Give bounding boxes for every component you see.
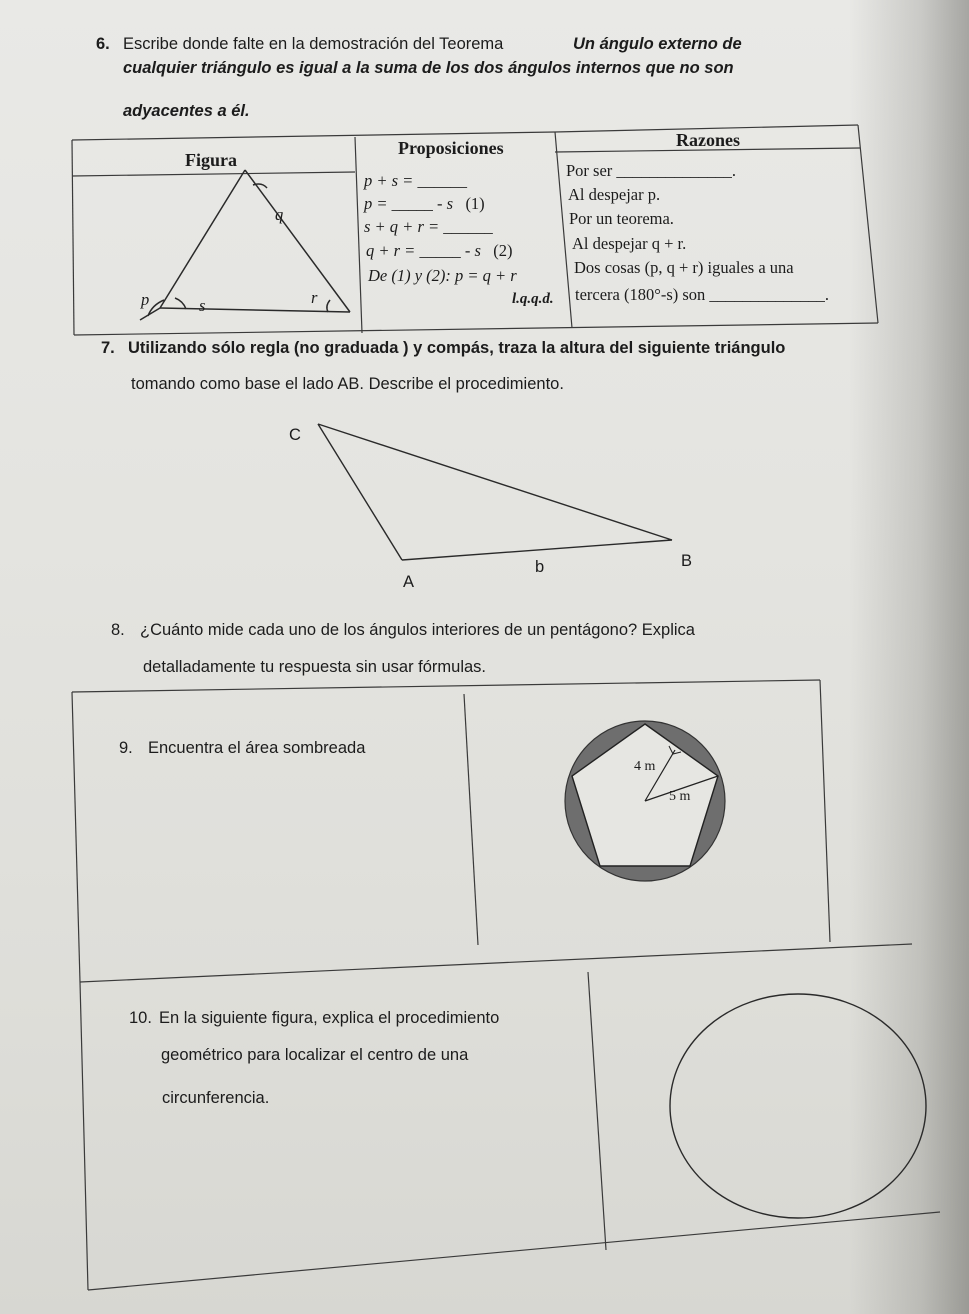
q7-line2: tomando como base el lado AB. Describe el procedimiento.	[131, 375, 564, 393]
q10-number: 10.	[129, 1009, 152, 1027]
razon-row-5: Dos cosas (p, q + r) iguales a una	[574, 258, 794, 277]
q6-intro: Escribe donde falte en la demostración del Teorema	[123, 35, 504, 53]
q10-line2: geométrico para localizar el centro de una	[161, 1046, 469, 1064]
q6-theorem-line1: Un ángulo externo de	[573, 35, 742, 53]
figure-label-p: p	[141, 290, 150, 309]
figure-label-r: r	[311, 288, 318, 307]
q10-line3: circunferencia.	[162, 1089, 270, 1107]
q6-number: 6.	[96, 35, 110, 53]
prop-row-2: p = _____ - s (1)	[364, 194, 485, 213]
q8-line1: ¿Cuánto mide cada uno de los ángulos interiores de un pentágono? Explica	[140, 621, 695, 639]
prop-row-4: q + r = _____ - s (2)	[366, 241, 513, 260]
q7-label-b-vertex: B	[681, 552, 693, 570]
prop-row-1: p + s = ______	[364, 171, 467, 190]
q7-triangle	[0, 400, 969, 600]
figure-label-s: s	[199, 296, 206, 315]
q7-line1: Utilizando sólo regla (no graduada ) y compás, traza la altura del siguiente triángulo	[128, 339, 786, 357]
q9-text: Encuentra el área sombreada	[148, 739, 366, 757]
q9-label-side: 4 m	[634, 759, 656, 774]
blank[interactable]: _____	[391, 194, 433, 213]
q6-theorem-line3: adyacentes a él.	[123, 102, 250, 120]
q8-number: 8.	[111, 621, 125, 639]
razon-row-3: Por un teorema.	[569, 209, 674, 228]
q9-label-apothem: 5 m	[669, 789, 691, 804]
q10-circle-figure	[650, 990, 950, 1230]
blank[interactable]: _____	[419, 241, 461, 260]
q8-line2: detalladamente tu respuesta sin usar fórmulas.	[143, 658, 487, 676]
razon-row-4: Al despejar q + r.	[572, 234, 687, 253]
blank[interactable]: ______________	[709, 285, 825, 304]
proposiciones-header: Proposiciones	[398, 138, 504, 158]
q7-number: 7.	[101, 339, 115, 357]
figure-label-q: q	[275, 205, 284, 224]
blank[interactable]: ______	[443, 217, 493, 236]
blank[interactable]: ______________	[616, 161, 732, 180]
razon-row-1: Por ser ______________.	[566, 161, 737, 180]
figura-header: Figura	[185, 150, 237, 170]
q9-number: 9.	[119, 739, 133, 757]
prop-row-6: l.q.q.d.	[512, 291, 554, 307]
prop-row-5: De (1) y (2): p = q + r	[368, 266, 517, 285]
q6-theorem-line2: cualquier triángulo es igual a la suma de los dos ángulos internos que no son	[123, 59, 734, 77]
q9-pentagon-figure	[560, 716, 730, 886]
q10-circle	[670, 994, 926, 1218]
razon-row-2: Al despejar p.	[568, 185, 661, 204]
q7-label-c: C	[289, 426, 301, 444]
razones-header: Razones	[676, 130, 740, 150]
q10-line1: En la siguiente figura, explica el procedimiento	[159, 1009, 500, 1027]
prop-row-3: s + q + r = ______	[364, 217, 493, 236]
q7-label-a: A	[403, 573, 415, 591]
blank[interactable]: ______	[417, 171, 467, 190]
q7-label-b-side: b	[535, 558, 545, 576]
razon-row-6: tercera (180°-s) son ______________.	[575, 285, 830, 304]
q6-triangle-figure	[140, 170, 350, 320]
